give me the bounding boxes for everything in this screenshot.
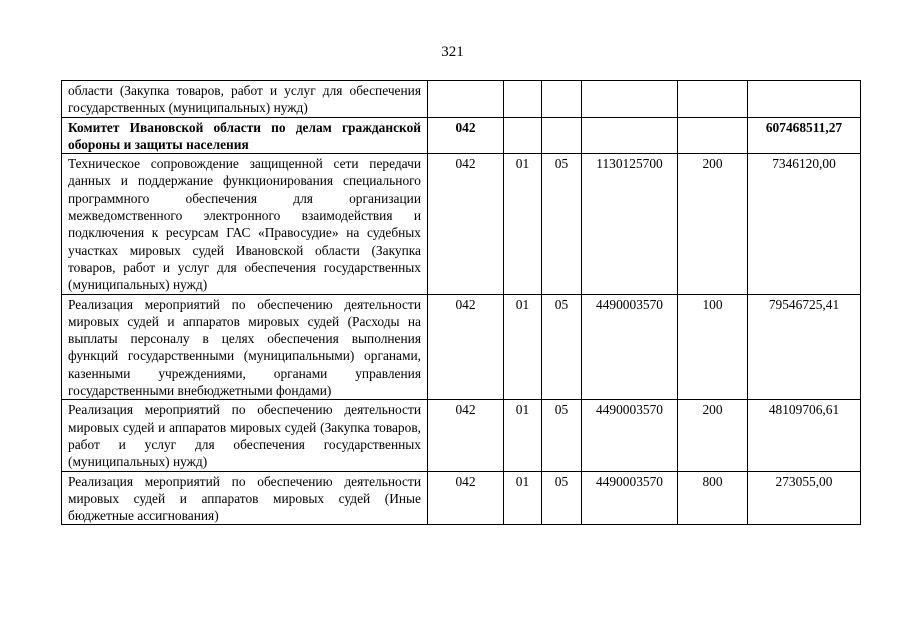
section-code: 01 [504, 294, 542, 400]
expense-type-code: 100 [678, 294, 748, 400]
section-code: 01 [504, 154, 542, 294]
row-description: Реализация мероприятий по обеспечению деятельности мировых судей и аппаратов мировых судей (Закупка товаров, работ и услуг для обеспечения государственных (муниципальных) нужд) [62, 400, 428, 471]
section-code [504, 117, 542, 154]
target-article-code: 1130125700 [582, 154, 678, 294]
ministry-code: 042 [428, 154, 504, 294]
target-article-code [582, 81, 678, 118]
amount-value: 79546725,41 [748, 294, 861, 400]
expense-type-code [678, 81, 748, 118]
table-row [62, 294, 861, 400]
amount-value: 48109706,61 [748, 400, 861, 471]
subsection-code: 05 [542, 400, 582, 471]
section-code: 01 [504, 400, 542, 471]
section-code: 01 [504, 471, 542, 525]
ministry-code: 042 [428, 294, 504, 400]
ministry-code [428, 81, 504, 118]
expense-type-code: 200 [678, 400, 748, 471]
amount-value [748, 81, 861, 118]
amount-value: 273055,00 [748, 471, 861, 525]
table-body [62, 81, 861, 525]
subsection-code [542, 117, 582, 154]
subsection-code: 05 [542, 471, 582, 525]
subsection-code: 05 [542, 154, 582, 294]
expense-type-code: 200 [678, 154, 748, 294]
section-code [504, 81, 542, 118]
budget-table [61, 80, 861, 525]
table-row [62, 154, 861, 294]
table-row [62, 400, 861, 471]
target-article-code: 4490003570 [582, 471, 678, 525]
amount-value: 607468511,27 [748, 117, 861, 154]
target-article-code [582, 117, 678, 154]
row-description: Комитет Ивановской области по делам гражданской обороны и защиты населения [62, 117, 428, 154]
expense-type-code [678, 117, 748, 154]
target-article-code: 4490003570 [582, 400, 678, 471]
row-description: Техническое сопровождение защищенной сети передачи данных и поддержание функционирования специального программного обеспечения для организации межведомственного электронного взаимодействия и подключения к ресурсам ГАС «Правосудие» на судебных участках мировых судей Ивановской области (Закупка товаров, работ и услуг для обеспечения государственных (муниципальных) нужд) [62, 154, 428, 294]
subsection-code: 05 [542, 294, 582, 400]
subsection-code [542, 81, 582, 118]
table-row [62, 471, 861, 525]
row-description: Реализация мероприятий по обеспечению деятельности мировых судей и аппаратов мировых судей (Расходы на выплаты персоналу в целях обеспечения выполнения функций государственными (муниципальными) органами, казенными учреждениями, органами управления государственными внебюджетными фондами) [62, 294, 428, 400]
row-description: области (Закупка товаров, работ и услуг для обеспечения государственных (муниципальных) нужд) [62, 81, 428, 118]
expense-type-code: 800 [678, 471, 748, 525]
ministry-code: 042 [428, 400, 504, 471]
ministry-code: 042 [428, 117, 504, 154]
target-article-code: 4490003570 [582, 294, 678, 400]
page-number: 321 [441, 44, 464, 60]
amount-value: 7346120,00 [748, 154, 861, 294]
table-row [62, 81, 861, 118]
row-description: Реализация мероприятий по обеспечению деятельности мировых судей и аппаратов мировых судей (Иные бюджетные ассигнования) [62, 471, 428, 525]
ministry-code: 042 [428, 471, 504, 525]
table-row [62, 117, 861, 154]
